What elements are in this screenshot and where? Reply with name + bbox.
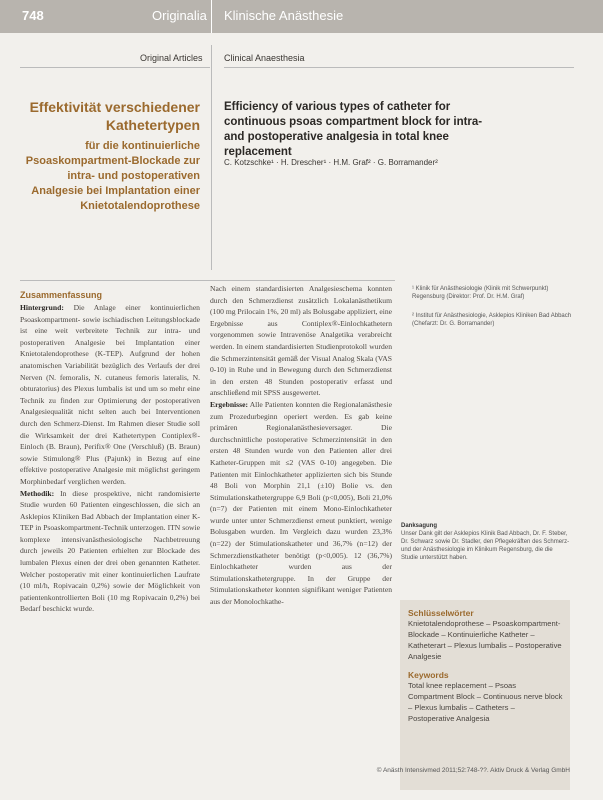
acknowledgement-text: Unser Dank gilt der Asklepios Klinik Bad Abbach, Dr. F. Steber, Dr. Schwarz sowie Dr. Stadler, den Pflegekräften des Schmerz- und der Anästhesiologie im Klinikum Regensburg, die die Studie unterstützt haben. <box>401 531 570 561</box>
abstract-column-2 <box>210 283 392 763</box>
paragraph-lead: Ergebnisse: <box>210 399 248 409</box>
header-category: Originalia <box>152 8 207 23</box>
divider <box>20 280 395 281</box>
header-section: Klinische Anästhesie <box>224 8 344 23</box>
header-bar <box>0 0 603 33</box>
abstract-paragraph <box>210 399 392 608</box>
divider <box>20 67 210 68</box>
abstract-paragraph <box>20 488 200 616</box>
paragraph-lead: Hintergrund: <box>20 303 64 312</box>
paragraph-text: Nach einem standardisierten Analgesieschema konnten durch den Schmerzdienst zusätzlich Lokalanästhetikum (100 mg Prilocain 1%, 20 ml) als Bolusgabe appliziert, eine Ergebnisse aus Contiplex®-Einlochkathetern vorgenommen sowie Intravenöse Analgetika verabreicht werden. In einem standardisierten Studienprotokoll wurden die Schmerzintensität gemäß der Visual Analog Skala (VAS 0-10) in Ruhe und in Bewegung durch den Schmerzdienst in den ersten 48 Stunden postoperativ erfasst und anschließend mit SPSS ausgewertet. <box>210 284 392 398</box>
abstract-paragraph <box>210 283 392 399</box>
acknowledgement <box>401 522 571 562</box>
abstract-column-1 <box>20 302 200 762</box>
affiliation-2: ² Institut für Anästhesiologie, Asklepios Kliniken Bad Abbach (Chefarzt: Dr. G. Borramander) <box>412 313 572 327</box>
keywords-english: Total knee replacement – Psoas Compartment Block – Continuous nerve block – Plexus lumbalis – Catheters – Postoperative Analgesia <box>408 681 563 723</box>
title-german: Effektivität verschiedener Kathetertypen <box>29 99 200 133</box>
keywords-box <box>400 600 570 790</box>
paragraph-text: In diese prospektive, nicht randomisierte Studie wurden 60 Patienten eingeschlossen, die sich an Asklepios Kliniken Bad Abbach der Implantation einer K-TEP in Psoaskompartment-Technik unterzogen. ITN sowie komplexe intensivanästhesiologische Nachbetreuung durch jeweils 20 Patienten erhielten zur Blockade des lumbalen Plexus einen der drei oben genannten Katheter. Welcher postoperativ mit einer kontinuierlichen Laufrate (10 ml/h, Ropivacain 0,2%) sowie der Möglichkeit von patientenkontrollierten Boli (10 mg Ropivacain 0,2%) bei Bedarf beschickt wurde. <box>20 488 200 614</box>
column-divider <box>211 45 212 270</box>
paragraph-text: Alle Patienten konnten die Regionalanästhesie zum Prozedurbeginn operiert werden. Es gab keine primären Regionalanästhesieversager. Die durchschnittliche postoperative Schmerzintensität in den ersten 48 Stunden wurde von den Patienten aller drei Katheter-Gruppen mit ≤2 (VAS 0-10) angegeben. Die Patienten mit Einlochkatheter applizierten sich bis Stunde 48 Boli von Morphin 21,1 (±10) Bolie vs. den Stimulationskathetergruppe 6,9 Boli (p<0,005), Boli 21,0% (n=7) der Patienten mit einem Mono-Einlochkatheter wurde unter unter Schmerzdienst erneut punktiert, wenige Bolusgaben wurden. Im Vergleich dazu wurden 23,3% (n=22) der Stimulationskatheter und 36,7% (n=12) der Schmerzdienstkatheter benötigt (p<0,005). 12 (36,7%) Einlochkatheter wurden aus der Stimulationskathetergruppe. In der Gruppe der Stimulationskatheter konnten signifikant weniger Patienten aus der Monolochkathe- <box>210 399 392 607</box>
subtitle-german: für die kontinuierliche Psoaskompartment-Blockade zur intra- und postoperativen Analgesie bei Implantation einer Knietotalendoprothese <box>25 140 200 212</box>
paragraph-text: Die Anlage einer kontinuierlichen Psoaskompartment- sowie ischiadischen Leitungsblockade ist eine weit verbreitete Technik zur intra- und postoperativen Analgesie bei Implantation einer Knietotalendoprothese (K-TEP). Aufgrund der hohen anatomischen Variabilität bezüglich des Verlaufs der drei Nerven (N. femoralis, N. cutaneus femoris lateralis, N. obturatorius) des Plexus lumbalis ist und um so mehr eine Technik zu finden zur Optimierung der postoperativen Analgesiequalität nicht selten auch bei Interventionen durch den Schmerz-Dienst. Im Rahmen dieser Studie soll die Wirksamkeit der drei Kathetertypen Contiplex®-Einloch (B. Braun), Perifix® One (Verschluß) (B. Braun) sowie Stimulong® Plus (Pajunk) in Bezug auf eine effektive postoperative Analgesie mit möglichst geringem Morphinbedarf verglichen werden. <box>20 303 200 486</box>
paragraph-lead: Methodik: <box>20 488 55 498</box>
footer-copyright: © Anästh Intensivmed 2011;52:748-??. Aktiv Druck & Verlag GmbH <box>376 767 570 774</box>
label-original-articles: Original Articles <box>140 53 203 63</box>
author-list: C. Kotzschke¹ · H. Drescher¹ · H.M. Graf² · G. Borramander² <box>224 158 438 167</box>
acknowledgement-heading: Danksagung <box>401 523 438 529</box>
keywords-english-heading: Keywords <box>408 670 449 680</box>
affiliation-1: ¹ Klinik für Anästhesiologie (Klinik mit Schwerpunkt) Regensburg (Direktor: Prof. Dr. H.M. Graf) <box>412 286 549 300</box>
abstract-paragraph <box>20 302 200 488</box>
title-english: Efficiency of various types of catheter for continuous psoas compartment block for intra- and postoperative analgesia in total knee replacement <box>224 101 483 158</box>
keywords-german: Knietotalendoprothese – Psoaskompartment-Blockade – Kontinuierliche Katheter – Katheterart – Plexus lumbalis – Postoperative Analgesie <box>408 619 562 661</box>
page-number: 748 <box>22 8 44 23</box>
header-divider <box>211 0 212 33</box>
divider <box>224 67 574 68</box>
label-clinical-anaesthesia: Clinical Anaesthesia <box>224 53 305 63</box>
keywords-german-heading: Schlüsselwörter <box>408 608 474 618</box>
abstract-heading: Zusammenfassung <box>20 290 103 300</box>
